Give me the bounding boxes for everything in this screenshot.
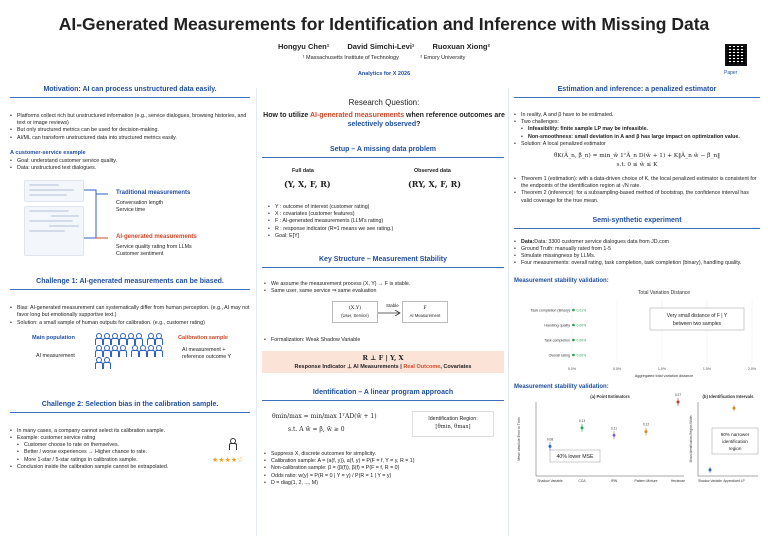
- person-icon: [103, 357, 109, 368]
- ai-block: [116, 234, 197, 258]
- x-tick-label: 0.5%: [612, 366, 622, 371]
- population-illustration: [10, 333, 250, 377]
- left-column: [10, 86, 250, 539]
- person-icon: [111, 333, 117, 344]
- x-tick-label: IPW: [610, 478, 618, 483]
- author: Ruoxuan Xiong²: [432, 42, 491, 51]
- person-icon: [95, 357, 101, 368]
- list-item: • D = diag(1, 2, ..., M): [264, 480, 504, 487]
- section-title-setup: Setup – A missing data problem: [329, 146, 437, 153]
- data-point: [549, 445, 552, 448]
- person-icon: [135, 333, 141, 344]
- shadow-variable-formula: R ⊥ F | Y, X Response Indicator ⊥ AI Measurements | Real Outcome, Covariates: [262, 351, 504, 373]
- list-item: • Non-calibration sample: β = (β(f)), β(f) = P(F = f, R = 0): [264, 465, 504, 472]
- semi-list: [514, 239, 760, 268]
- chart-title: (a) Point Estimators: [590, 393, 630, 399]
- list-item: • Conclusion inside the calibration sample cannot be extrapolated.: [10, 464, 225, 471]
- person-icon: [155, 345, 161, 356]
- data-point: [733, 406, 736, 409]
- x-tick-label: Shadow Variable: [537, 478, 563, 483]
- lp-section: [262, 389, 504, 487]
- main-population-label: Main population: [32, 334, 75, 341]
- data-label: 0.27: [674, 392, 682, 397]
- divider: [514, 228, 760, 229]
- chart-title: (b) Identification Intervals: [702, 393, 754, 399]
- data-label: 0.00%: [576, 337, 587, 342]
- person-icon: [119, 345, 125, 356]
- divider: [262, 267, 504, 268]
- observed-data-label: Observed data: [414, 168, 451, 174]
- x-tick-label: Heckman: [670, 478, 686, 483]
- callout-text: identification: [722, 438, 748, 444]
- section-title-motivation: Motivation: AI can process unstructured data easily.: [43, 86, 217, 93]
- arrow-icon: [378, 310, 402, 316]
- x-tick-label: Pattern Mixture: [634, 478, 658, 483]
- list-item: • We assume the measurement process (X, Y) → F is stable.: [264, 281, 504, 288]
- person-icon: [103, 333, 109, 344]
- bar-endpoint: [572, 338, 575, 341]
- star-rating-icon: ★★★★☆: [212, 455, 244, 464]
- data-label: 0.01%: [576, 307, 587, 312]
- formalization-list: [264, 337, 504, 344]
- list-item: • Odds ratio: w(y) = P(R = 0 | Y = y) / P(R = 1 | Y = y): [264, 473, 504, 480]
- calibration-sample-label: Calibration sample: [178, 334, 229, 341]
- list-item: • Bias: AI-generated measurement can systematically differ from human perception. (e.g., AI may not favor long but emotionally supportive text.): [10, 305, 250, 319]
- full-data-tuple: (Y, X, F, R): [284, 179, 331, 189]
- research-question: [263, 98, 505, 129]
- list-item: • Non-smoothness: small deviation in A and β has large impact on optimization value.: [514, 134, 760, 141]
- list-item: • Data: unstructured text dialogues.: [10, 165, 250, 172]
- list-item: • In many cases, a company cannot select its calibration sample.: [10, 428, 225, 435]
- column-divider: [508, 88, 509, 536]
- author: David Simchi-Levi¹: [347, 42, 415, 51]
- xy-node: (X,Y) (User, Service): [332, 301, 378, 323]
- x-tick-label: 2.0%: [747, 366, 757, 371]
- estimation-list: [514, 112, 760, 148]
- list-item: • Four measurements: overall rating, task completion, task completion (binary), handling quality.: [514, 260, 760, 267]
- data-label: 0.00%: [576, 322, 587, 327]
- ai-measurement-label: AI measurement: [36, 352, 75, 359]
- x-tick-label: CCA: [578, 478, 586, 483]
- section-title-challenge2: Challenge 2: Selection bias in the calibration sample.: [41, 400, 219, 408]
- list-item: • More 1-star / 5-star ratings in calibration sample.: [10, 457, 225, 464]
- traditional-item: Service time: [116, 207, 146, 214]
- callout-text: Very small distance of F | Y: [666, 312, 728, 319]
- traditional-item: Conversation length: [116, 200, 164, 207]
- list-item: • AI/ML can transform unstructured data into structured metrics easily.: [10, 135, 250, 142]
- list-item: • Y : outcome of interest (customer rating): [268, 204, 504, 211]
- list-item: • Simulate missingness by LLMs.: [514, 253, 760, 260]
- x-tick-label: Appendiced LP: [723, 478, 745, 483]
- section-title-lp: Identification – A linear program approach: [312, 389, 454, 396]
- motivation-list: [10, 113, 250, 142]
- callout-text: region: [728, 445, 742, 451]
- person-icon: [155, 333, 161, 344]
- affiliation: ¹ Massachusetts Institute of Technology: [302, 55, 399, 61]
- population-icons: [94, 333, 166, 369]
- observed-data-tuple: (RY, X, F, R): [408, 179, 462, 189]
- bar-endpoint: [572, 323, 575, 326]
- y-axis-label: Mean absolute Error to Truth: [517, 417, 521, 461]
- identification-region-box: Identification Region: [θmin, θmax]: [412, 411, 494, 437]
- callout-text: between two samples: [672, 320, 722, 327]
- data-label: 0.11: [611, 425, 617, 430]
- person-icon: [95, 345, 101, 356]
- data-label: 0.13: [578, 418, 586, 423]
- divider: [10, 97, 250, 98]
- list-item: • Solution: a small sample of human outputs for calibration. (e.g., customer rating): [10, 320, 250, 327]
- list-item: • Formalization: Weak Shadow Variable: [264, 337, 504, 344]
- x-tick-label: 0.0%: [567, 366, 577, 371]
- paper-link[interactable]: Paper: [724, 70, 738, 76]
- column-divider: [256, 88, 257, 536]
- example-list: [10, 158, 250, 172]
- author-list: [0, 42, 768, 51]
- person-icon: [131, 345, 137, 356]
- list-item: • But only structured metrics can be used for decision-making.: [10, 127, 250, 134]
- challenge2-list: [10, 428, 225, 471]
- ai-item: Customer sentiment: [116, 251, 164, 258]
- data-point: [677, 400, 680, 403]
- data-point: [645, 430, 648, 433]
- list-item: • Goal: E[Y]: [268, 233, 504, 240]
- data-point: [613, 433, 616, 436]
- list-item: • Same user, same service ⇒ same evaluation: [264, 288, 504, 295]
- section-title-challenge1: Challenge 1: AI-generated measurements can be biased.: [36, 278, 224, 286]
- list-item: • Example: customer service rating: [10, 435, 225, 442]
- dialogue-card: [24, 180, 84, 202]
- data-label: 0.08: [546, 437, 554, 442]
- section-title-structure: Key Structure – Measurement Stability: [319, 256, 447, 263]
- divider: [10, 412, 250, 413]
- lp-list: [264, 451, 504, 487]
- y-tick-label: Overall rating: [548, 353, 570, 358]
- list-item: • Ground Truth: manually rated from 1-5: [514, 246, 760, 253]
- x-tick-label: 1.5%: [702, 366, 712, 371]
- challenge1-list: [10, 305, 250, 327]
- list-item: • Solution: A local penalized estimator: [514, 141, 760, 148]
- callout-text: 40% lower MSE: [556, 453, 594, 460]
- person-icon: [127, 333, 133, 344]
- qr-code-icon[interactable]: [725, 44, 747, 66]
- traditional-label: Traditional measurements: [116, 190, 191, 197]
- lp-constraint: s.t. A w̃ = β, w̃ ≥ 0: [288, 426, 345, 433]
- section-title-estimation: Estimation and inference: a penalized estimator: [557, 86, 717, 93]
- list-item: • Theorem 1 (estimation): with a data-driven choice of K, the local penalized estimator is consistent for the endpoints of the identification region at √N rate.: [514, 176, 760, 190]
- customer-avatar-icon: [228, 436, 240, 450]
- list-item: • X : covariates (customer features): [268, 211, 504, 218]
- setup-list: [268, 204, 504, 240]
- divider: [10, 289, 250, 290]
- y-axis-label: Mean Identification Region Width: [689, 415, 693, 463]
- list-item: • F : AI-generated measurements (LLM's rating): [268, 218, 504, 225]
- right-column: [514, 86, 760, 494]
- list-item: • Calibration sample: A = (a(f, y)), a(f, y) = P(F = f, Y = y, R = 1): [264, 458, 504, 465]
- lp-formulation: [262, 411, 504, 443]
- ai-label: AI-generated measurements: [116, 234, 197, 241]
- poster-title: AI-Generated Measurements for Identification and Inference with Missing Data: [58, 14, 710, 34]
- x-tick-label: Shadow Variable: [698, 478, 722, 483]
- validation-title-2: Measurement stability validation:: [514, 383, 609, 390]
- x-axis-label: Aggregated total variation distance: [634, 373, 694, 378]
- rq-header: Research Question:: [348, 98, 420, 107]
- bracket-connector: [82, 176, 112, 262]
- data-point: [581, 426, 584, 429]
- tvd-chart: [514, 286, 760, 378]
- y-tick-label: Task completion (Binary): [530, 308, 570, 313]
- list-item: • Better / worse experiences → Higher chance to rate.: [10, 449, 225, 456]
- y-tick-label: Task completion: [544, 338, 570, 343]
- traditional-block: [116, 190, 190, 214]
- list-item: • Customer choose to rate on themselves.: [10, 442, 225, 449]
- data-label: 0.00%: [576, 352, 587, 357]
- person-icon: [147, 345, 153, 356]
- estimator-constraint: s.t. 0 ≤ w̃ ≤ K: [616, 162, 658, 169]
- data-label: 0.12: [642, 422, 650, 427]
- list-item: • Platforms collect rich but unstructured information (e.g., service dialogues, browsing histories, and text or image reviews): [10, 113, 250, 127]
- list-item: • Two challenges:: [514, 119, 760, 126]
- author: Hongyu Chen¹: [277, 42, 330, 51]
- example-illustration: [10, 176, 250, 262]
- validation-title-1: Measurement stability validation:: [514, 277, 609, 284]
- setup-section: [262, 146, 504, 240]
- bar-endpoint: [572, 308, 575, 311]
- person-icon: [111, 345, 117, 356]
- list-item: • Theorem 2 (inference): for a subsampling-based method of bootstrap, the confidence interval has valid coverage for the true mean.: [514, 190, 760, 204]
- theorem-list: [514, 176, 760, 205]
- bar-endpoint: [572, 353, 575, 356]
- divider: [514, 97, 760, 98]
- results-chart: [514, 392, 760, 494]
- callout-text: 90% narrower: [720, 431, 750, 437]
- ai-item: Service quality rating from LLMs: [116, 244, 192, 251]
- lp-objective: θmin/max = min/max 1ᵀAD(w̃ + 1): [272, 413, 377, 420]
- stability-diagram: [262, 301, 504, 327]
- list-item: • R : response indicator (R=1 means we see rating.): [268, 226, 504, 233]
- y-tick-label: Handling quality: [544, 323, 570, 328]
- data-point: [709, 468, 712, 471]
- example-title: A customer-service example: [10, 149, 86, 156]
- venue-label: Analytics for X 2026: [357, 71, 411, 77]
- calibration-desc: AI measurement + reference outcome Y: [182, 346, 232, 360]
- rq-text: How to utilize AI-generated measurements when reference outcomes are selectively observed?: [263, 112, 505, 128]
- structure-list: [264, 281, 504, 295]
- structure-section: [262, 256, 504, 373]
- list-item: • Data:Data: 3300 customer service dialogues data from JD.com: [514, 239, 760, 246]
- person-icon: [119, 333, 125, 344]
- list-item: • Suppress X, discrete outcomes for simplicity.: [264, 451, 504, 458]
- person-icon: [147, 333, 153, 344]
- divider: [262, 400, 504, 401]
- list-item: • Goal: understand customer service quality.: [10, 158, 250, 165]
- dialogue-card: [24, 206, 84, 256]
- stable-label: Stable: [386, 303, 399, 309]
- section-title-semi-synthetic: Semi-synthetic experiment: [592, 216, 682, 224]
- list-item: • Infeasibility: finite sample LP may be infeasible.: [514, 126, 760, 133]
- full-data-label: Full data: [292, 168, 314, 174]
- f-node: F AI Measurement: [402, 301, 448, 323]
- data-tuples: [262, 168, 504, 198]
- divider: [262, 157, 504, 158]
- person-icon: [103, 345, 109, 356]
- person-icon: [139, 345, 145, 356]
- person-icon: [95, 333, 101, 344]
- chart-title: Total Variation Distance: [637, 289, 691, 296]
- list-item: • In reality, A and β have to be estimated.: [514, 112, 760, 119]
- affiliations: [0, 55, 768, 61]
- affiliation: ² Emory University: [420, 55, 466, 61]
- x-tick-label: 1.0%: [657, 366, 667, 371]
- penalized-estimator-formula: θ̂K(Â_n, β̂_n) = min_w̃ 1ᵀÂ_n D(w̃ + 1) + K‖Â_n w̃ − β̂_n‖: [553, 153, 721, 160]
